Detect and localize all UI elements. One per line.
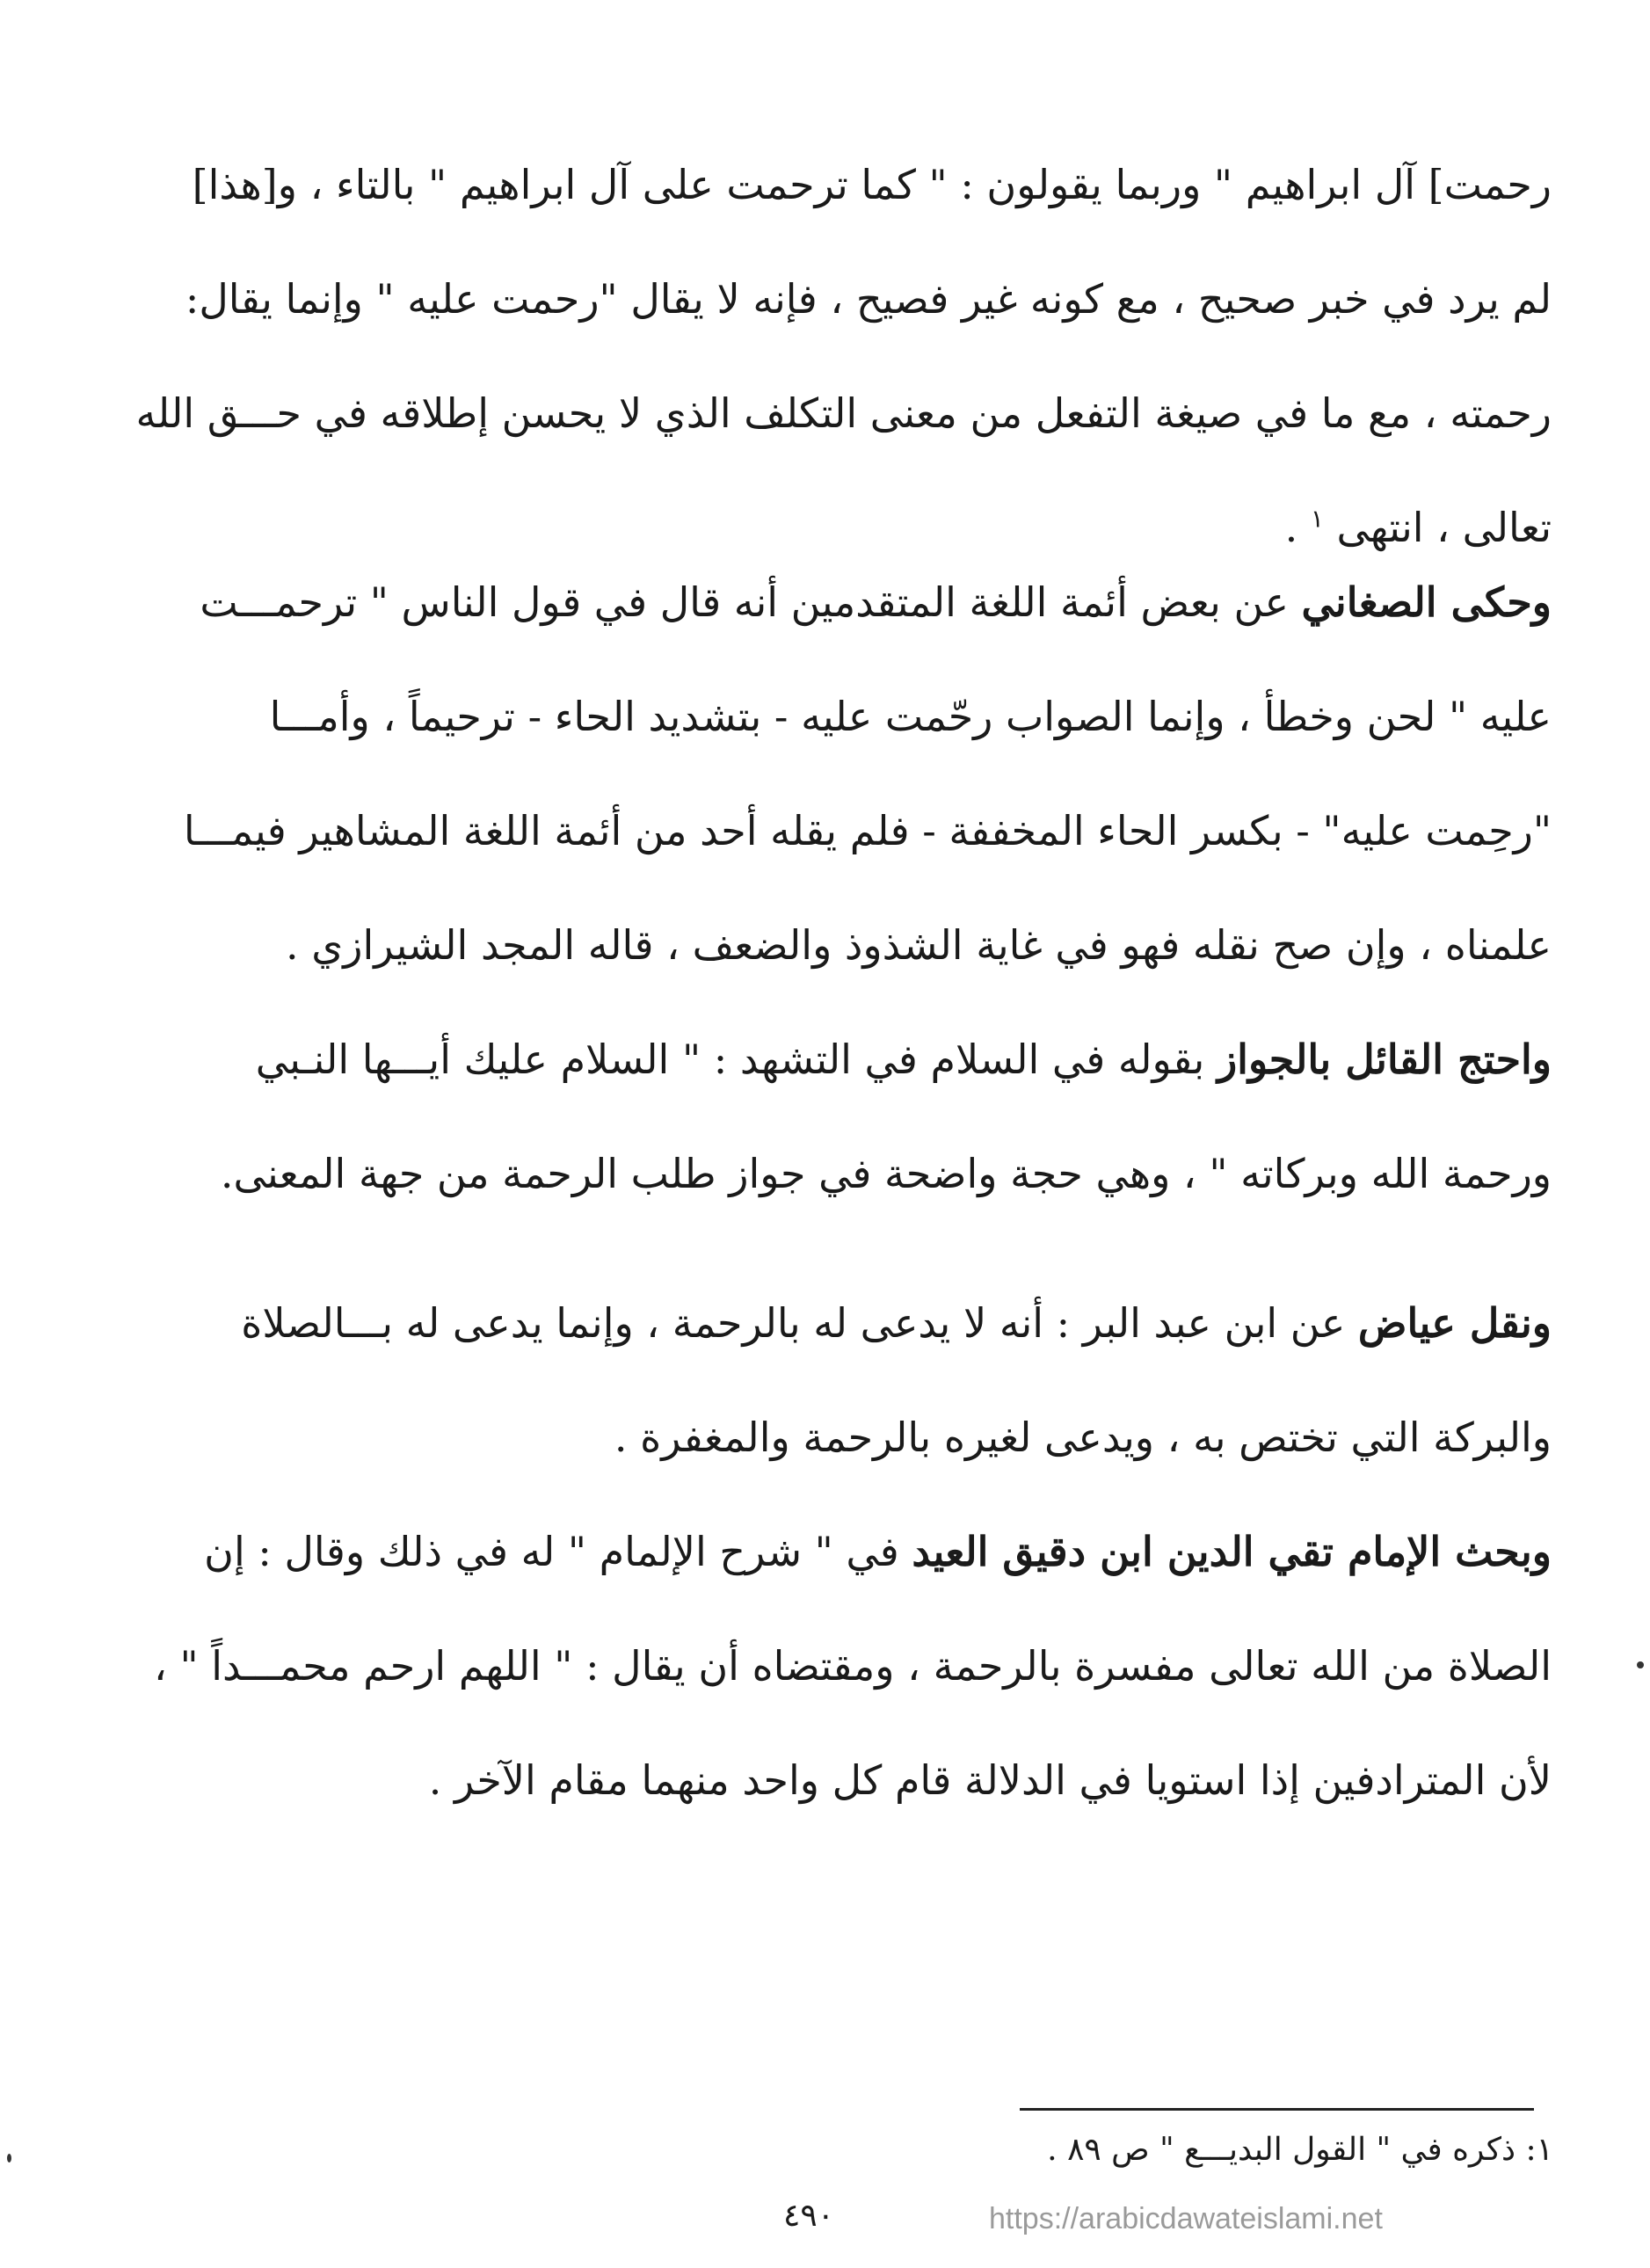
text-line: عليه " لحن وخطأ ، وإنما الصواب رحّمت عليه - بتشديد الحاء - ترحيماً ، وأمـــا (269, 693, 1552, 740)
footnote-marker: ١ (1310, 504, 1324, 534)
paragraph-lead: ونقل عياض (1357, 1299, 1552, 1347)
text-line: لأن المترادفين إذا استويا في الدلالة قام كل واحد منهما مقام الآخر . (428, 1756, 1552, 1804)
text-line: علمناه ، وإن صح نقله فهو في غاية الشذوذ والضعف ، قاله المجد الشيرازي . (286, 921, 1552, 969)
text-line: "رحِمت عليه" - بكسر الحاء المخففة - فلم يقله أحد من أئمة اللغة المشاهير فيمـــا (183, 807, 1552, 854)
text-line: الصلاة من الله تعالى مفسرة بالرحمة ، ومقتضاه أن يقال : " اللهم ارحم محمـــداً " ، (154, 1642, 1552, 1690)
text-segment: عن ابن عبد البر : أنه لا يدعى له بالرحمة ، وإنما يدعى له بـــالصلاة (241, 1299, 1358, 1347)
scan-speck (7, 2154, 11, 2163)
text-line (66, 1494, 1552, 1609)
paragraph-lead: وبحث الإمام تقي الدين ابن دقيق العيد (912, 1528, 1552, 1575)
text-line (66, 1266, 1552, 1380)
text-line: لم يرد في خبر صحيح ، مع كونه غير فصيح ، فإنه لا يقال "رحمت عليه " وإنما يقال: (185, 275, 1552, 323)
footnote-divider (1020, 2108, 1534, 2111)
text-segment: تعالى ، انتهى (1336, 504, 1552, 551)
text-segment: في " شرح الإلمام " له في ذلك وقال : إن (204, 1528, 912, 1575)
paragraph-4 (66, 1266, 1552, 1494)
paragraph-1 (66, 127, 1552, 585)
paragraph-3 (66, 1002, 1552, 1231)
text-line: رحمته ، مع ما في صيغة التفعل من معنى التكلف الذي لا يحسن إطلاقه في حـــق الله (135, 389, 1552, 437)
paragraph-2 (66, 545, 1552, 1002)
sentence-end: . (1284, 504, 1298, 551)
paragraph-lead: وحكى الصغاني (1301, 578, 1552, 626)
paragraph-5 (66, 1494, 1552, 1837)
paragraph-lead: واحتج القائل بالجواز (1217, 1036, 1552, 1083)
text-line: والبركة التي تختص به ، ويدعى لغيره بالرحمة والمغفرة . (614, 1414, 1552, 1461)
page-number: ٤٩٠ (782, 2198, 834, 2234)
footnote: ١: ذكره في " القول البديـــع " ص ٨٩ . (1047, 2132, 1553, 2168)
watermark-url: https://arabicdawateislami.net (989, 2202, 1383, 2235)
text-segment: عن بعض أئمة اللغة المتقدمين أنه قال في قول الناس " ترحمـــت (200, 578, 1302, 626)
text-line: ورحمة الله وبركاته " ، وهي حجة واضحة في جواز طلب الرحمة من جهة المعنى. (220, 1150, 1552, 1197)
text-line (66, 545, 1552, 659)
scan-speck (1637, 1661, 1644, 1668)
text-line: رحمت] آل ابراهيم " وربما يقولون : " كما ترحمت على آل ابراهيم " بالتاء ، و[هذا] (192, 161, 1552, 208)
text-segment: بقوله في السلام في التشهد : " السلام عليك أيـــها النـبي (255, 1036, 1218, 1083)
text-line (66, 1002, 1552, 1116)
